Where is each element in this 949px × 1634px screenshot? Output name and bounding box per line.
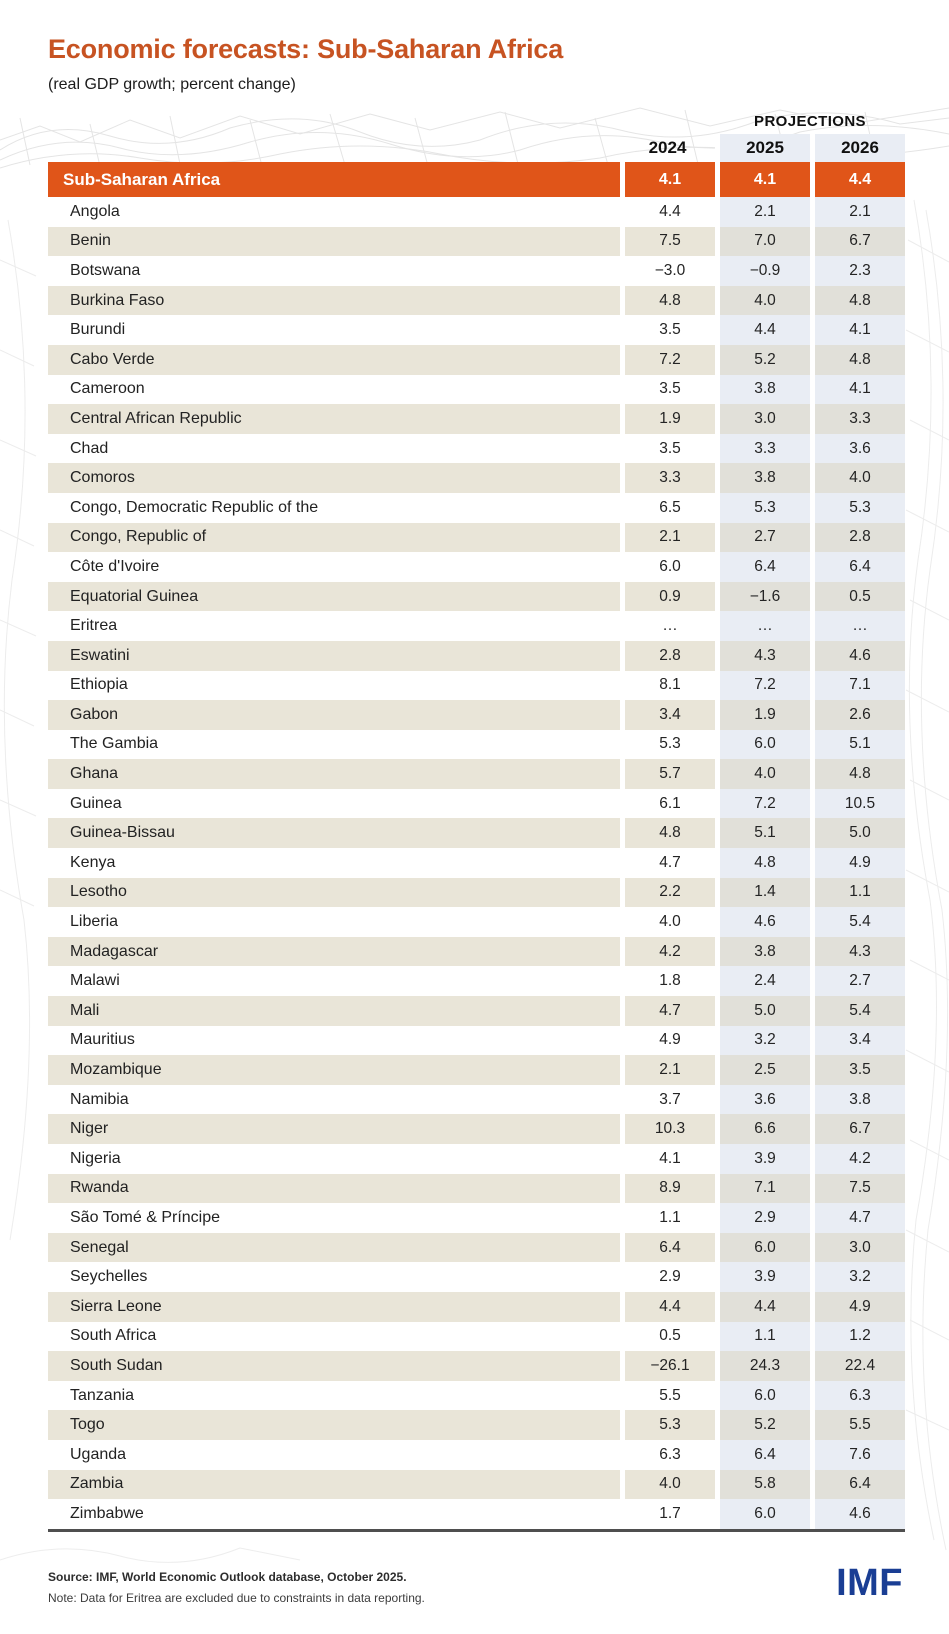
value-cell-2026: 3.3 (810, 404, 905, 434)
value-cell-2024: 4.7 (620, 848, 715, 878)
value-cell-2026: 10.5 (810, 789, 905, 819)
value-cell-2025: 1.4 (715, 878, 810, 908)
value-cell-2024: 4.0 (620, 907, 715, 937)
value-cell-2025: 3.8 (715, 463, 810, 493)
year-header-2026: 2026 (810, 134, 905, 162)
table-row (48, 523, 905, 553)
value-cell-2026: 22.4 (810, 1351, 905, 1381)
value-cell-2024: 6.1 (620, 789, 715, 819)
value-cell-2024: 1.7 (620, 1499, 715, 1529)
country-cell: Côte d'Ivoire (70, 557, 160, 575)
table-row (48, 1351, 905, 1381)
value-cell-2026: 3.8 (810, 1085, 905, 1115)
value-cell-2026: 4.9 (810, 848, 905, 878)
value-cell-2025: 7.0 (715, 227, 810, 257)
value-cell-2025: 2.1 (715, 197, 810, 227)
value-cell-2025: 6.0 (715, 1499, 810, 1529)
value-cell-2026: 4.7 (810, 1203, 905, 1233)
value-cell-2024: 3.5 (620, 434, 715, 464)
value-cell-2025: 6.0 (715, 1233, 810, 1263)
country-cell: Madagascar (48, 937, 620, 967)
value-cell-2025: 2.7 (715, 523, 810, 553)
value-cell-2025: 4.3 (715, 641, 810, 671)
country-cell: Cameroon (70, 380, 145, 398)
country-cell: Senegal (48, 1233, 620, 1263)
table-row (48, 1440, 905, 1470)
value-cell-2025: 5.2 (715, 1410, 810, 1440)
country-cell: Niger (48, 1114, 620, 1144)
country-cell: Eswatini (48, 641, 620, 671)
value-cell-2026: 2.6 (810, 700, 905, 730)
table-row (48, 907, 905, 937)
table-row (48, 1055, 905, 1085)
country-cell: Chad (70, 439, 109, 457)
value-cell-2026: 3.5 (810, 1055, 905, 1085)
forecast-table (48, 108, 905, 1532)
table-row (48, 1114, 905, 1144)
footer-source: Source: IMF, World Economic Outlook database, October 2025. (48, 1570, 407, 1584)
value-cell-2026: 7.5 (810, 1174, 905, 1204)
value-cell-2025: 4.4 (715, 1292, 810, 1322)
value-cell-2024: 1.1 (620, 1203, 715, 1233)
value-cell-2024: 3.4 (620, 700, 715, 730)
value-cell-2026: 4.8 (810, 759, 905, 789)
value-cell-2026: 2.7 (810, 966, 905, 996)
value-cell-2025: 1.1 (715, 1322, 810, 1352)
table-row (48, 404, 905, 434)
header-spacer (48, 108, 620, 134)
value-cell-2026: 3.4 (810, 1026, 905, 1056)
table-row (48, 611, 905, 641)
country-cell: Uganda (70, 1445, 127, 1463)
value-cell-2024: 2.8 (620, 641, 715, 671)
value-cell-2025: 5.0 (715, 996, 810, 1026)
value-cell-2024: 5.3 (620, 1410, 715, 1440)
value-cell-2025: 3.8 (715, 375, 810, 405)
value-cell-2026: 1.1 (810, 878, 905, 908)
value-cell-2024: 2.2 (620, 878, 715, 908)
footer-note: Note: Data for Eritrea are excluded due to constraints in data reporting. (48, 1591, 425, 1605)
country-cell: Congo, Democratic Republic of the (70, 498, 319, 516)
forecast-table-wrap (48, 108, 905, 1532)
value-cell-2024: 4.7 (620, 996, 715, 1026)
value-cell-2026: 5.4 (810, 996, 905, 1026)
value-cell-2025: 7.2 (715, 671, 810, 701)
table-row (48, 818, 905, 848)
value-cell-2024: 6.5 (620, 493, 715, 523)
country-cell: Seychelles (70, 1268, 148, 1286)
value-cell-2024: 4.0 (620, 1470, 715, 1500)
table-row (48, 996, 905, 1026)
value-cell-2025: 7.2 (715, 789, 810, 819)
country-cell: Central African Republic (48, 404, 620, 434)
value-cell-2025: 7.1 (715, 1174, 810, 1204)
value-cell-2024: 2.1 (620, 523, 715, 553)
value-cell-2026: 5.4 (810, 907, 905, 937)
value-cell-2024: 0.9 (620, 582, 715, 612)
projections-label: PROJECTIONS (754, 112, 866, 130)
table-row (48, 1233, 905, 1263)
table-row (48, 789, 905, 819)
country-cell: Cabo Verde (48, 345, 620, 375)
table-row (48, 1262, 905, 1292)
value-cell-2024: 1.9 (620, 404, 715, 434)
summary-label: Sub-Saharan Africa (48, 162, 620, 197)
value-cell-2025: 5.2 (715, 345, 810, 375)
value-cell-2025: 5.8 (715, 1470, 810, 1500)
table-row (48, 1499, 905, 1529)
page-title: Economic forecasts: Sub-Saharan Africa (48, 34, 564, 64)
value-cell-2026: 1.2 (810, 1322, 905, 1352)
value-cell-2025: 3.8 (715, 937, 810, 967)
table-row (48, 759, 905, 789)
country-cell: Kenya (70, 853, 116, 871)
value-cell-2026: 2.3 (810, 256, 905, 286)
value-cell-2025: 6.4 (715, 552, 810, 582)
country-cell: Zimbabwe (70, 1504, 144, 1522)
country-cell: Tanzania (70, 1386, 135, 1404)
value-cell-2024: 8.1 (620, 671, 715, 701)
value-cell-2025: 3.3 (715, 434, 810, 464)
country-cell: Equatorial Guinea (48, 582, 620, 612)
value-cell-2026: 0.5 (810, 582, 905, 612)
value-cell-2025: −0.9 (715, 256, 810, 286)
header-spacer (48, 134, 620, 162)
value-cell-2026: 5.3 (810, 493, 905, 523)
country-cell: Liberia (70, 913, 119, 931)
summary-value-2024: 4.1 (620, 162, 715, 197)
value-cell-2024: 2.9 (620, 1262, 715, 1292)
country-cell: Angola (70, 202, 120, 220)
value-cell-2026: 6.4 (810, 552, 905, 582)
value-cell-2024: 8.9 (620, 1174, 715, 1204)
value-cell-2024: 4.8 (620, 286, 715, 316)
year-header-2025: 2025 (715, 134, 810, 162)
value-cell-2024: 4.8 (620, 818, 715, 848)
value-cell-2024: 6.0 (620, 552, 715, 582)
country-cell: Malawi (70, 972, 120, 990)
value-cell-2026: 3.6 (810, 434, 905, 464)
value-cell-2025: 5.3 (715, 493, 810, 523)
years-header-row (48, 134, 905, 162)
table-row (48, 1026, 905, 1056)
value-cell-2026: 4.2 (810, 1144, 905, 1174)
table-row (48, 434, 905, 464)
value-cell-2026: 5.1 (810, 730, 905, 760)
country-cell: Ethiopia (70, 676, 128, 694)
value-cell-2024: 3.5 (620, 315, 715, 345)
value-cell-2026: 4.8 (810, 286, 905, 316)
value-cell-2026: 4.8 (810, 345, 905, 375)
table-row (48, 937, 905, 967)
value-cell-2025: 2.4 (715, 966, 810, 996)
country-cell: Lesotho (48, 878, 620, 908)
value-cell-2025: 4.8 (715, 848, 810, 878)
value-cell-2024: 2.1 (620, 1055, 715, 1085)
imf-logo: IMF (836, 1562, 903, 1604)
table-row (48, 315, 905, 345)
value-cell-2025: 4.4 (715, 315, 810, 345)
value-cell-2024: 5.5 (620, 1381, 715, 1411)
country-cell: Congo, Republic of (48, 523, 620, 553)
country-cell: Benin (48, 227, 620, 257)
table-row (48, 345, 905, 375)
table-row (48, 582, 905, 612)
value-cell-2025: 2.5 (715, 1055, 810, 1085)
table-body (48, 162, 905, 1529)
value-cell-2024: 4.9 (620, 1026, 715, 1056)
country-cell: Botswana (70, 261, 141, 279)
value-cell-2026: 5.5 (810, 1410, 905, 1440)
value-cell-2024: 1.8 (620, 966, 715, 996)
country-cell: Ghana (48, 759, 620, 789)
value-cell-2025: −1.6 (715, 582, 810, 612)
table-row (48, 700, 905, 730)
country-cell: Mali (48, 996, 620, 1026)
value-cell-2026: 4.3 (810, 937, 905, 967)
table-row (48, 227, 905, 257)
value-cell-2024: 6.3 (620, 1440, 715, 1470)
table-row (48, 552, 905, 582)
country-cell: Guinea (70, 794, 122, 812)
value-cell-2024: 3.5 (620, 375, 715, 405)
table-row (48, 286, 905, 316)
value-cell-2026: 5.0 (810, 818, 905, 848)
value-cell-2025: 6.4 (715, 1440, 810, 1470)
country-cell: Sierra Leone (48, 1292, 620, 1322)
value-cell-2024: 4.4 (620, 197, 715, 227)
table-row (48, 878, 905, 908)
value-cell-2025: 6.0 (715, 1381, 810, 1411)
table-row (48, 1292, 905, 1322)
table-row (48, 1322, 905, 1352)
value-cell-2024: 5.3 (620, 730, 715, 760)
value-cell-2024: 0.5 (620, 1322, 715, 1352)
country-cell: Namibia (70, 1090, 129, 1108)
table-row (48, 197, 905, 227)
value-cell-2026: 7.6 (810, 1440, 905, 1470)
table-row (48, 1470, 905, 1500)
value-cell-2024: 3.3 (620, 463, 715, 493)
value-cell-2024: 6.4 (620, 1233, 715, 1263)
country-cell: São Tomé & Príncipe (70, 1208, 221, 1226)
value-cell-2025: 2.9 (715, 1203, 810, 1233)
value-cell-2025: 5.1 (715, 818, 810, 848)
value-cell-2025: 3.0 (715, 404, 810, 434)
value-cell-2026: 7.1 (810, 671, 905, 701)
value-cell-2025: 4.0 (715, 286, 810, 316)
country-cell: Zambia (48, 1470, 620, 1500)
country-cell: Guinea-Bissau (48, 818, 620, 848)
value-cell-2025: 6.6 (715, 1114, 810, 1144)
country-cell: The Gambia (70, 735, 159, 753)
value-cell-2025: … (715, 611, 810, 641)
value-cell-2026: 2.1 (810, 197, 905, 227)
table-row (48, 1410, 905, 1440)
country-cell: Comoros (48, 463, 620, 493)
page-subtitle: (real GDP growth; percent change) (48, 76, 296, 93)
country-cell: Burundi (70, 321, 126, 339)
table-row (48, 1174, 905, 1204)
header-spacer (620, 108, 715, 134)
value-cell-2026: 4.6 (810, 1499, 905, 1529)
country-cell: Eritrea (70, 617, 118, 635)
country-cell: South Africa (70, 1327, 157, 1345)
value-cell-2024: −26.1 (620, 1351, 715, 1381)
value-cell-2026: 3.0 (810, 1233, 905, 1263)
projections-header-row (48, 108, 905, 134)
value-cell-2026: 6.4 (810, 1470, 905, 1500)
value-cell-2026: 6.3 (810, 1381, 905, 1411)
value-cell-2026: 2.8 (810, 523, 905, 553)
value-cell-2026: 4.1 (810, 315, 905, 345)
table-row (48, 256, 905, 286)
value-cell-2025: 3.6 (715, 1085, 810, 1115)
value-cell-2026: 6.7 (810, 1114, 905, 1144)
country-cell: Nigeria (70, 1149, 121, 1167)
country-cell: Burkina Faso (48, 286, 620, 316)
table-row (48, 1381, 905, 1411)
value-cell-2025: 1.9 (715, 700, 810, 730)
summary-value-2025: 4.1 (715, 162, 810, 197)
summary-value-2026: 4.4 (810, 162, 905, 197)
value-cell-2026: 4.1 (810, 375, 905, 405)
table-row (48, 1085, 905, 1115)
value-cell-2026: 4.6 (810, 641, 905, 671)
table-row (48, 671, 905, 701)
country-cell: Mozambique (48, 1055, 620, 1085)
value-cell-2025: 3.9 (715, 1144, 810, 1174)
table-row (48, 730, 905, 760)
value-cell-2024: … (620, 611, 715, 641)
value-cell-2024: 4.2 (620, 937, 715, 967)
value-cell-2024: 7.2 (620, 345, 715, 375)
value-cell-2025: 3.9 (715, 1262, 810, 1292)
value-cell-2024: 10.3 (620, 1114, 715, 1144)
value-cell-2024: 5.7 (620, 759, 715, 789)
value-cell-2025: 4.0 (715, 759, 810, 789)
value-cell-2026: 4.0 (810, 463, 905, 493)
table-row (48, 493, 905, 523)
value-cell-2024: 4.1 (620, 1144, 715, 1174)
value-cell-2025: 3.2 (715, 1026, 810, 1056)
value-cell-2026: 6.7 (810, 227, 905, 257)
summary-row (48, 162, 905, 197)
value-cell-2024: 7.5 (620, 227, 715, 257)
table-row (48, 375, 905, 405)
value-cell-2026: 4.9 (810, 1292, 905, 1322)
table-row (48, 641, 905, 671)
country-cell: Mauritius (70, 1031, 135, 1049)
value-cell-2024: −3.0 (620, 256, 715, 286)
value-cell-2025: 4.6 (715, 907, 810, 937)
table-row (48, 848, 905, 878)
country-cell: Togo (48, 1410, 620, 1440)
table-row (48, 463, 905, 493)
country-cell: South Sudan (48, 1351, 620, 1381)
value-cell-2025: 6.0 (715, 730, 810, 760)
table-row (48, 1144, 905, 1174)
country-cell: Rwanda (48, 1174, 620, 1204)
value-cell-2025: 24.3 (715, 1351, 810, 1381)
table-row (48, 966, 905, 996)
value-cell-2024: 4.4 (620, 1292, 715, 1322)
table-row (48, 1203, 905, 1233)
value-cell-2024: 3.7 (620, 1085, 715, 1115)
country-cell: Gabon (48, 700, 620, 730)
value-cell-2026: … (810, 611, 905, 641)
year-header-2024: 2024 (648, 138, 687, 157)
value-cell-2026: 3.2 (810, 1262, 905, 1292)
